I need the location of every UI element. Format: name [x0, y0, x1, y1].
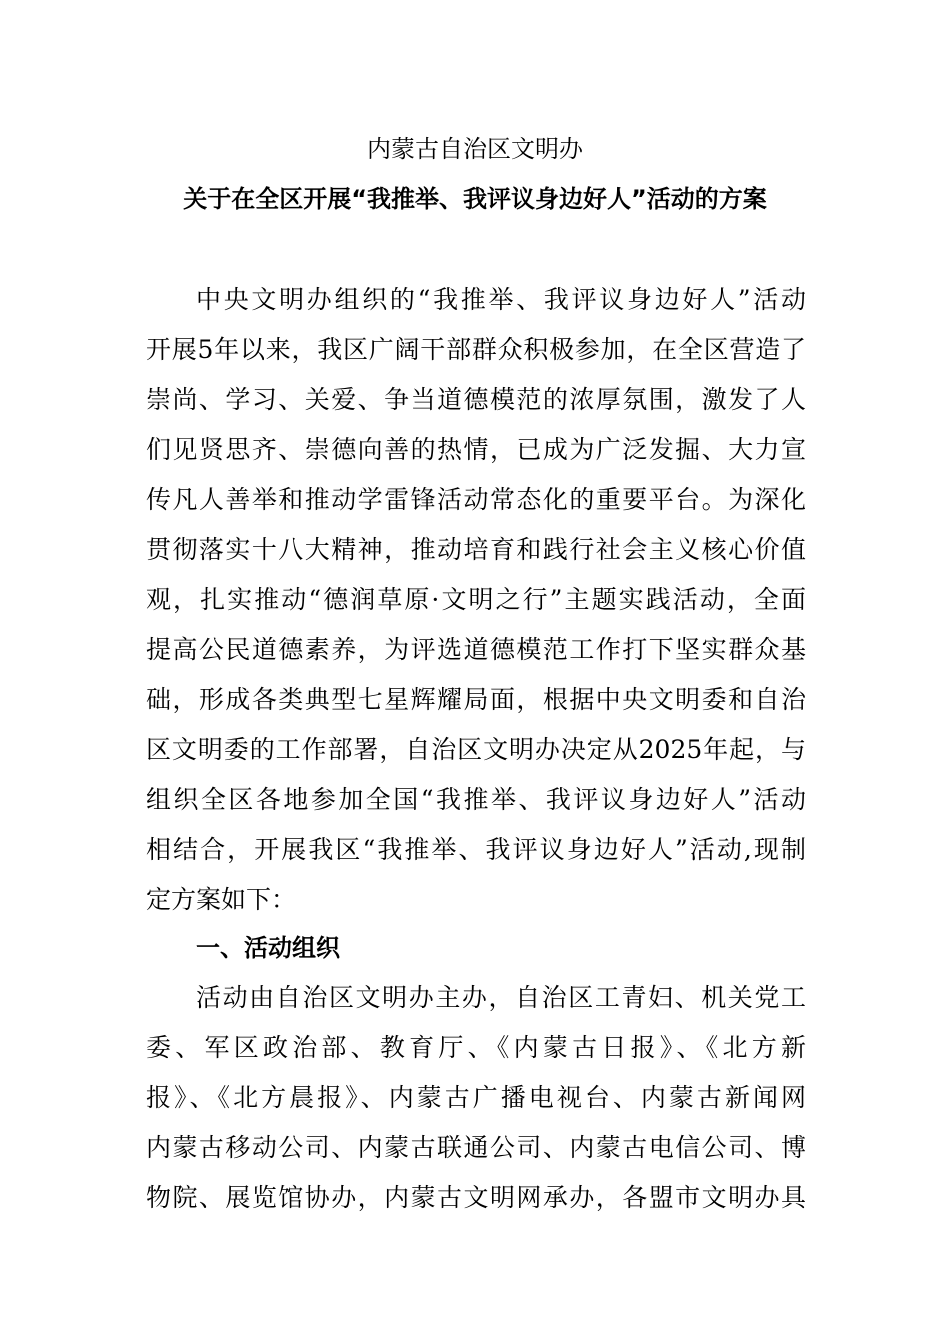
section-heading: 一、活动组织: [196, 934, 340, 962]
paragraph-line: 提高公民道德素养，为评选道德模范工作打下坚实群众基: [146, 635, 806, 664]
paragraph-line: 报》、《北方晨报》、内蒙古广播电视台、内蒙古新闻网: [146, 1083, 806, 1112]
paragraph-line: 开展5年以来，我区广阔干部群众积极参加，在全区营造了: [146, 335, 806, 364]
paragraph-line: 内蒙古移动公司、内蒙古联通公司、内蒙古电信公司、博: [146, 1133, 806, 1162]
paragraph-line: 组织全区各地参加全国“我推举、我评议身边好人”活动: [146, 785, 806, 814]
paragraph-line: 区文明委的工作部署，自治区文明办决定从2025年起，与: [146, 735, 806, 764]
paragraph-line: 定方案如下：: [146, 885, 297, 914]
doc-title: 关于在全区开展“我推举、我评议身边好人”活动的方案: [183, 185, 767, 213]
paragraph-line: 中央文明办组织的“我推举、我评议身边好人”活动: [196, 285, 806, 314]
paragraph-line: 观，扎实推动“德润草原·文明之行”主题实践活动，全面: [146, 585, 806, 614]
paragraph-line: 物院、展览馆协办，内蒙古文明网承办，各盟市文明办具: [146, 1183, 806, 1212]
org-title: 内蒙古自治区文明办: [367, 135, 583, 163]
paragraph-line: 贯彻落实十八大精神，推动培育和践行社会主义核心价值: [146, 535, 806, 564]
paragraph-line: 活动由自治区文明办主办，自治区工青妇、机关党工: [196, 983, 806, 1012]
paragraph-line: 崇尚、学习、关爱、争当道德模范的浓厚氛围，激发了人: [146, 385, 806, 414]
paragraph-line: 传凡人善举和推动学雷锋活动常态化的重要平台。为深化: [146, 485, 806, 514]
paragraph-line: 委、军区政治部、教育厅、《内蒙古日报》、《北方新: [146, 1033, 806, 1062]
paragraph-line: 础，形成各类典型七星辉耀局面，根据中央文明委和自治: [146, 685, 806, 714]
paragraph-line: 相结合，开展我区“我推举、我评议身边好人”活动,现制: [146, 835, 806, 864]
paragraph-line: 们见贤思齐、崇德向善的热情，已成为广泛发掘、大力宣: [146, 435, 806, 464]
